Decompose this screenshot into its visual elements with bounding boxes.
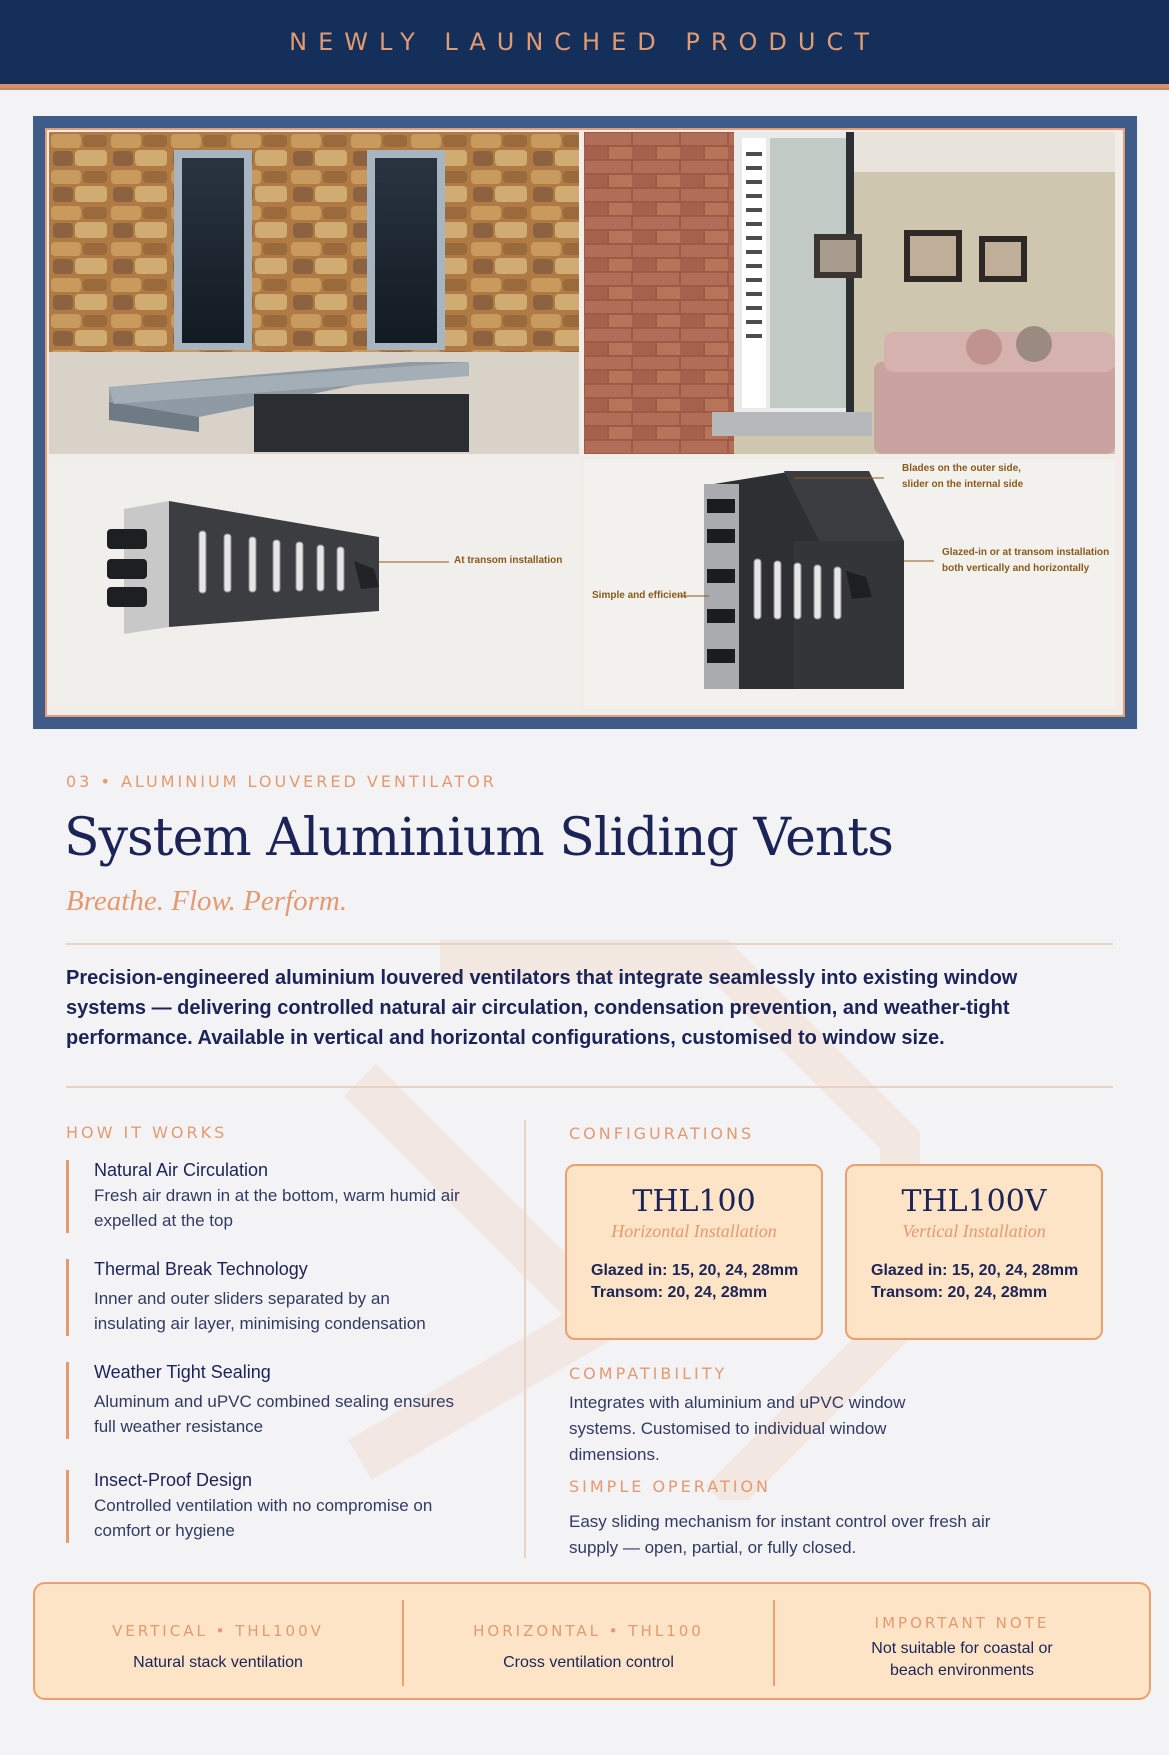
strip-important-note: [775, 1584, 1149, 1698]
callout-glazed-line1: Glazed-in or at transom installation: [942, 547, 1110, 558]
feature-desc: Aluminum and uPVC combined sealing ensures full weather resistance: [94, 1392, 455, 1436]
strip-vertical: [35, 1584, 401, 1698]
feature-natural-air-circulation: [66, 1160, 466, 1233]
feature-insect-proof: [66, 1470, 466, 1543]
callout-transom: At transom installation: [454, 555, 563, 566]
column-divider: [524, 1120, 526, 1558]
callout-simple: Simple and efficient: [592, 590, 687, 601]
feature-desc: Controlled ventilation with no compromise on comfort or hygiene: [94, 1496, 433, 1540]
page-title: System Aluminium Sliding Vents: [64, 808, 893, 868]
simple-operation-text: Easy sliding mechanism for instant control over fresh air supply — open, partial, or fully closed.: [569, 1512, 991, 1557]
cross-section-ventilator-render: [584, 459, 1115, 709]
callout-blades-line2: slider on the internal side: [902, 479, 1024, 490]
callout-blades-line1: Blades on the outer side,: [902, 463, 1021, 474]
callout-glazed-line2: both vertically and horizontally: [942, 563, 1090, 574]
interior-window-photo: [584, 132, 1115, 454]
strip-value: Cross ventilation control: [503, 1654, 674, 1671]
configurations-label: CONFIGURATIONS: [569, 1124, 755, 1143]
config-transom: Transom: 20, 24, 28mm: [871, 1284, 1048, 1301]
config-glazed: Glazed in: 15, 20, 24, 28mm: [871, 1262, 1079, 1279]
config-card-thl100: [565, 1164, 823, 1340]
config-name: THL100V: [901, 1184, 1047, 1219]
feature-desc: Fresh air drawn in at the bottom, warm humid air expelled at the top: [94, 1186, 460, 1230]
transom-ventilator-render: [49, 459, 579, 709]
config-specs: [567, 1260, 821, 1304]
compatibility-label: COMPATIBILITY: [569, 1364, 728, 1383]
divider-middle: [66, 1086, 1113, 1088]
compatibility-text: Integrates with aluminium and uPVC window systems. Customised to individual window dimensions.: [569, 1393, 906, 1464]
callout-blades: [902, 461, 1023, 493]
feature-thermal-break: [66, 1259, 466, 1336]
feature-title: Thermal Break Technology: [94, 1259, 308, 1279]
how-it-works-label: HOW IT WORKS: [66, 1123, 228, 1142]
collage-frame: [45, 128, 1125, 717]
summary-strip: [33, 1582, 1151, 1700]
config-installation: Horizontal Installation: [611, 1221, 777, 1241]
feature-title: Insect-Proof Design: [94, 1470, 253, 1490]
strip-value: Natural stack ventilation: [133, 1654, 303, 1671]
feature-title: Weather Tight Sealing: [94, 1362, 271, 1382]
config-glazed: Glazed in: 15, 20, 24, 28mm: [591, 1262, 799, 1279]
strip-label: IMPORTANT NOTE: [874, 1614, 1050, 1632]
feature-desc: Inner and outer sliders separated by an insulating air layer, minimising condensation: [94, 1289, 426, 1333]
lead-paragraph: Precision-engineered aluminium louvered ventilators that integrate seamlessly into existing window systems — delivering controlled natural air circulation, condensation prevention, and weather-tight performance. Available in vertical and horizontal configurations, customised to window size.: [66, 967, 1018, 1049]
exterior-stone-wall-photo: [49, 132, 579, 454]
feature-weather-tight: [66, 1362, 466, 1439]
product-eyebrow: 03 • ALUMINIUM LOUVERED VENTILATOR: [66, 772, 497, 791]
config-specs: [847, 1260, 1101, 1304]
config-installation: Vertical Installation: [902, 1221, 1046, 1241]
strip-label: VERTICAL • THL100V: [112, 1622, 324, 1640]
top-banner: [0, 0, 1169, 88]
strip-label: HORIZONTAL • THL100: [473, 1622, 704, 1640]
config-transom: Transom: 20, 24, 28mm: [591, 1284, 768, 1301]
simple-operation-label: SIMPLE OPERATION: [569, 1477, 772, 1496]
divider-top: [66, 943, 1113, 945]
config-card-thl100v: [845, 1164, 1103, 1340]
strip-horizontal: [404, 1584, 773, 1698]
callout-glazed: [942, 545, 1109, 577]
feature-title: Natural Air Circulation: [94, 1160, 269, 1180]
banner-title: NEWLY LAUNCHED PRODUCT: [289, 28, 880, 56]
config-name: THL100: [632, 1184, 756, 1219]
product-image-collage: [33, 116, 1137, 729]
strip-value: Not suitable for coastal or beach environments: [871, 1640, 1053, 1679]
tagline: Breathe. Flow. Perform.: [66, 885, 348, 917]
